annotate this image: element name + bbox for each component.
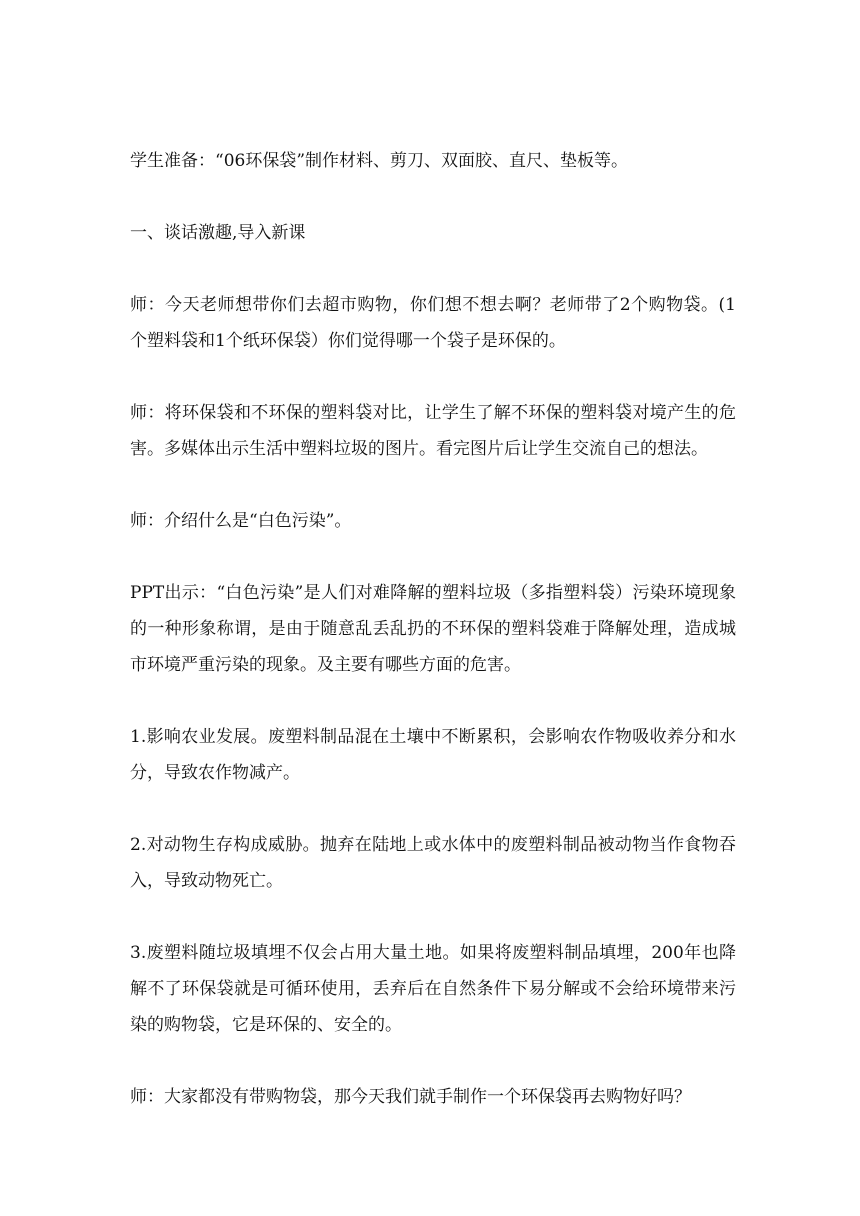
- section-heading-introduction: 一、谈话激趣,导入新课: [130, 223, 306, 243]
- paragraph-white-pollution-intro: 师：介绍什么是“白色污染”。: [130, 511, 352, 531]
- paragraph-teacher-closing: 师：大家都没有带购物袋，那今天我们就手制作一个环保袋再去购物好吗？: [130, 1087, 691, 1107]
- list-item-agriculture: 1.影响农业发展。废塑料制品混在土壤中不断累积，会影响农作物吸收养分和水分，导致农作物减产。: [130, 727, 736, 783]
- list-item-landfill: 3.废塑料随垃圾填埋不仅会占用大量土地。如果将废塑料制品填埋，200年也降解不了环保袋就是可循环使用，丢弃后在自然条件下易分解或不会给环境带来污染的购物袋，它是环保的、安全的。: [130, 943, 736, 1035]
- list-item-animals: 2.对动物生存构成威胁。抛弃在陆地上或水体中的废塑料制品被动物当作食物吞入，导致动物死亡。: [130, 835, 736, 891]
- paragraph-teacher-shopping: 师：今天老师想带你们去超市购物，你们想不想去啊？老师带了2个购物袋。(1个塑料袋和1个纸环保袋）你们觉得哪一个袋子是环保的。: [130, 295, 736, 351]
- paragraph-teacher-comparison: 师：将环保袋和不环保的塑料袋对比，让学生了解不环保的塑料袋对境产生的危害。多媒体出示生活中塑料垃圾的图片。看完图片后让学生交流自己的想法。: [130, 403, 736, 459]
- document-body: [130, 143, 736, 1115]
- paragraph-student-preparation: 学生准备：“06环保袋”制作材料、剪刀、双面胶、直尺、垫板等。: [130, 151, 629, 171]
- paragraph-ppt-definition: PPT出示：“白色污染”是人们对难降解的塑料垃圾（多指塑料袋）污染环境现象的一种形象称谓，是由于随意乱丢乱扔的不环保的塑料袋难于降解处理，造成城市环境严重污染的现象。及主要有哪些方面的危害。: [130, 583, 736, 675]
